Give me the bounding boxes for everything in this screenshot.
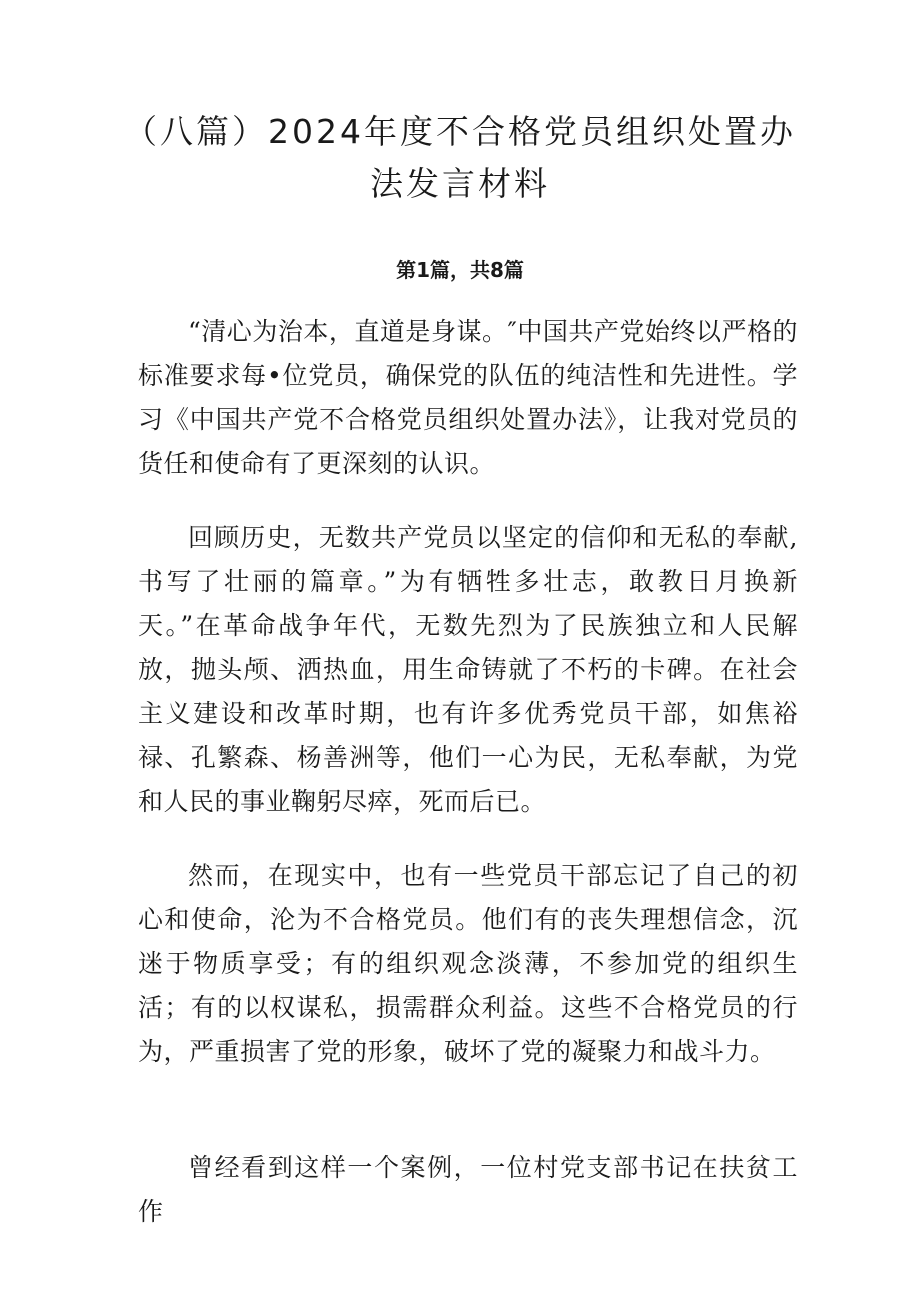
document-title-line-1: （八篇）2024年度不合格党员组织处置办 [124, 112, 796, 151]
paragraph-1: “清心为治本，直道是身谋。″中国共产党始终以严格的标准要求每•位党员，确保党的队伍的纯洁性和先进性。学习《中国共产党不合格党员组织处置办法》，让我对党员的货任和使命有了更深刻的认识。 [138, 317, 798, 478]
document-title-line-2: 法发言材料 [370, 164, 550, 203]
paragraph-3: 然而，在现实中，也有一些党员干部忘记了自己的初心和使命，沦为不合格党员。他们有的丧失理想信念，沉迷于物质享受；有的组织观念淡薄，不参加党的组织生活；有的以权谋私，损需群众利益。这些不合格党员的行为，严重损害了党的形象，破坏了党的凝聚力和战斗力。 [138, 861, 798, 1066]
paragraph-4: 曾经看到这样一个案例，一位村党支部书记在扶贫工作 [138, 1153, 798, 1226]
document-subtitle: 第1篇，共8篇 [396, 258, 524, 282]
paragraph-2: 回顾历史，无数共产党员以坚定的信仰和无私的奉献,书写了壮丽的篇章。”为有牺牲多壮志，敢教日月换新天。”在革命战争年代，无数先烈为了民族独立和人民解放，抛头颅、洒热血，用生命铸就了不朽的卡碑。在社会主义建设和改革时期，也有许多优秀党员干部，如焦裕禄、孔繁森、杨善洲等，他们一心为民，无私奉献，为党和人民的事业鞠躬尽瘁，死而后已。 [138, 523, 798, 816]
